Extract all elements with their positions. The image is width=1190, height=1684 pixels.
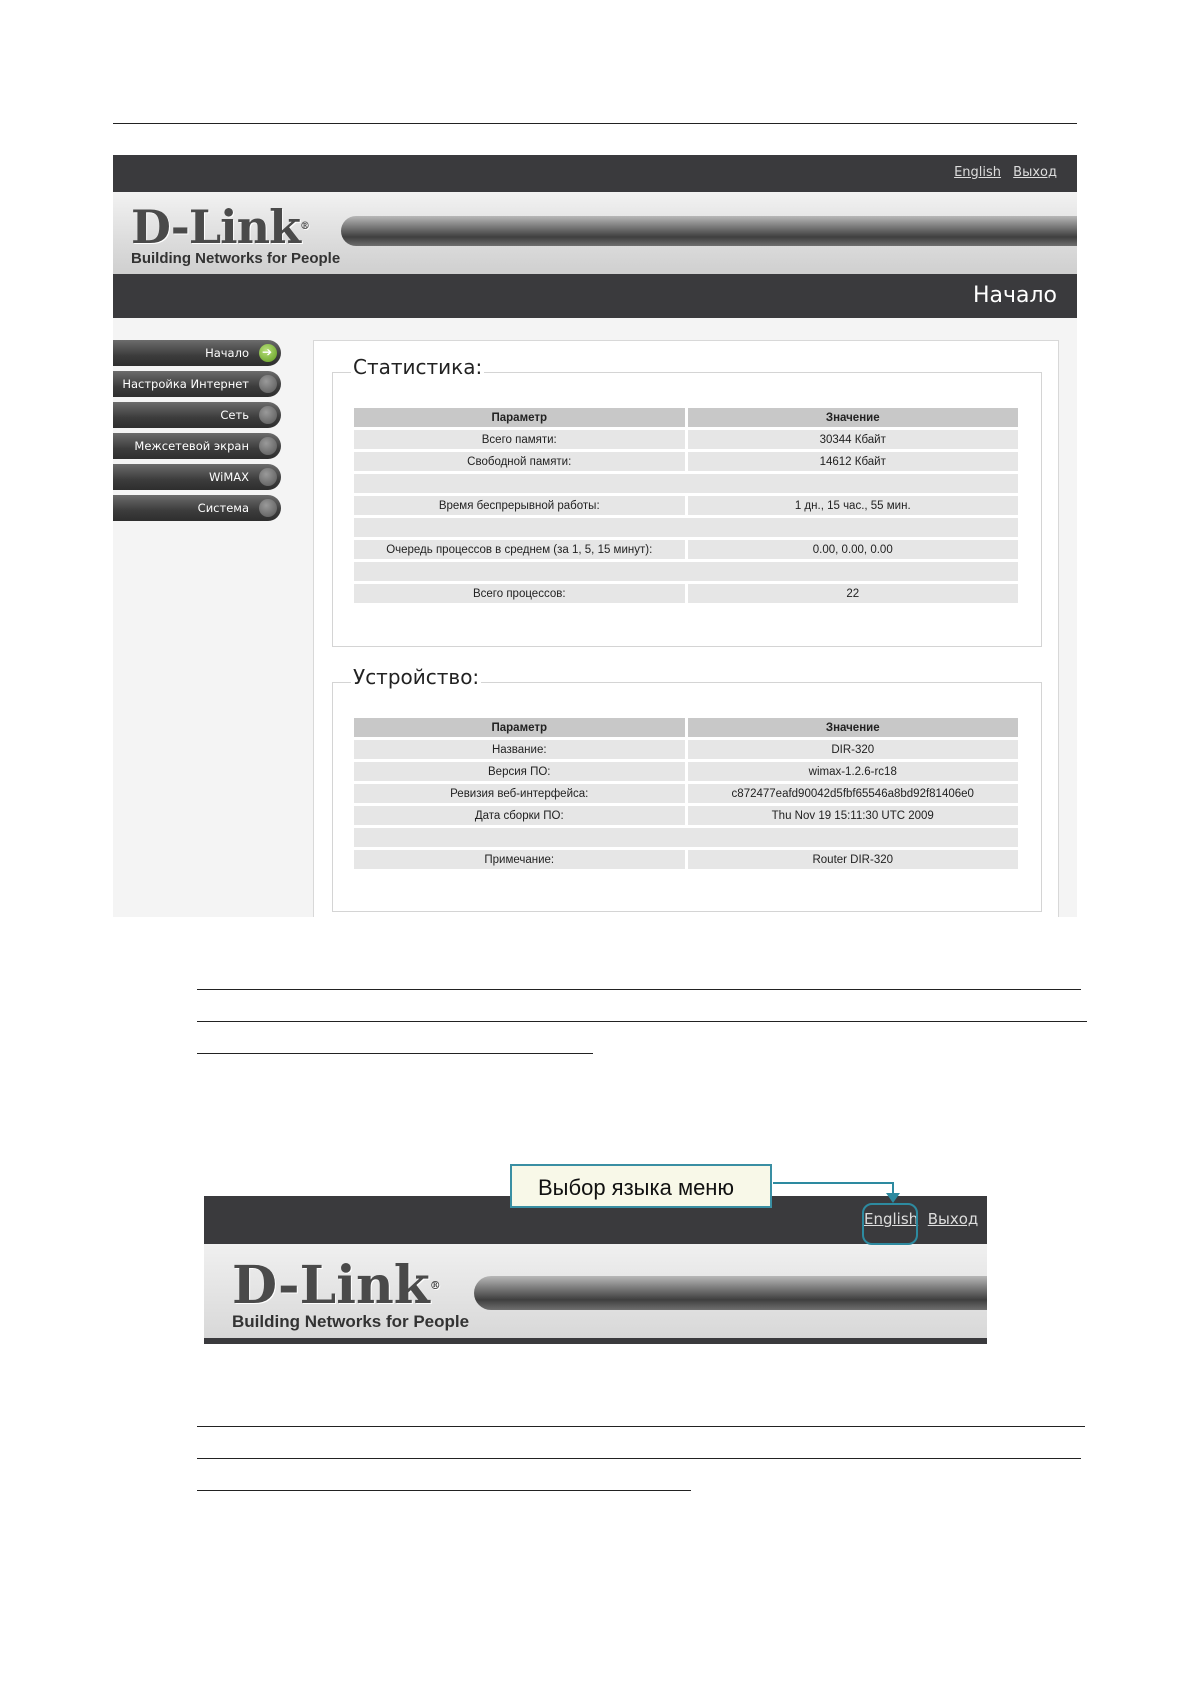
logo-word: D-Link — [131, 200, 300, 254]
value-cell: wimax-1.2.6-rc18 — [688, 762, 1019, 781]
value-cell: 14612 Кбайт — [688, 452, 1019, 471]
sidebar-menu — [113, 340, 281, 526]
param-cell: Дата сборки ПО: — [354, 806, 685, 825]
sidebar-item-label: Настройка Интернет — [122, 377, 249, 391]
table-row — [354, 562, 1018, 581]
stats-legend: Статистика: — [353, 355, 483, 379]
logo-tagline: Building Networks for People — [131, 250, 341, 267]
table-row — [354, 518, 1018, 537]
logo-reg: ® — [299, 221, 309, 232]
value-cell: 1 дн., 15 час., 55 мин. — [688, 496, 1019, 515]
header-param: Параметр — [354, 408, 685, 427]
table-row — [354, 452, 1018, 471]
param-cell: Очередь процессов в среднем (за 1, 5, 15 минут): — [354, 540, 685, 559]
logo-word: D-Link — [232, 1255, 430, 1316]
blank-line-5 — [197, 1458, 1081, 1459]
table-header — [354, 408, 1018, 427]
language-highlight — [862, 1203, 918, 1245]
logout-link[interactable]: Выход — [1013, 165, 1057, 180]
stats-group — [332, 355, 1042, 647]
stats-table — [351, 405, 1021, 606]
table-row — [354, 474, 1018, 493]
blank-line-2 — [197, 1021, 1087, 1022]
router-screenshot — [113, 155, 1077, 917]
param-cell: Ревизия веб-интерфейса: — [354, 784, 685, 803]
value-cell: 22 — [688, 584, 1019, 603]
value-cell: 0.00, 0.00, 0.00 — [688, 540, 1019, 559]
table-row — [354, 762, 1018, 781]
spacer-row — [354, 828, 1018, 847]
value-cell: Router DIR-320 — [688, 850, 1019, 869]
param-cell: Версия ПО: — [354, 762, 685, 781]
param-cell: Время беспрерывной работы: — [354, 496, 685, 515]
logo-band — [113, 192, 1077, 274]
sidebar-item-label: Начало — [205, 346, 249, 360]
bullet-icon — [259, 406, 277, 424]
table-row — [354, 496, 1018, 515]
table-row — [354, 430, 1018, 449]
table-row — [354, 784, 1018, 803]
table-header — [354, 718, 1018, 737]
dlink-logo — [131, 200, 341, 267]
blank-line-4 — [197, 1426, 1085, 1427]
top-bar — [113, 155, 1077, 192]
sidebar-item-wimax[interactable] — [113, 464, 281, 490]
spacer-row — [354, 562, 1018, 581]
value-cell: c872477eafd90042d5fbf65546a8bd92f81406e0 — [688, 784, 1019, 803]
english-link[interactable]: English — [864, 1210, 919, 1228]
dlink-logo — [232, 1255, 470, 1332]
title-bar — [113, 274, 1077, 318]
header-pill — [341, 216, 1077, 246]
sidebar-item-internet[interactable] — [113, 371, 281, 397]
table-row — [354, 806, 1018, 825]
top-rule — [113, 123, 1077, 124]
bullet-icon — [259, 499, 277, 517]
bullet-icon — [259, 468, 277, 486]
sidebar-item-label: Система — [197, 501, 249, 515]
blank-line-1 — [197, 989, 1081, 990]
param-cell: Всего памяти: — [354, 430, 685, 449]
logout-link[interactable]: Выход — [927, 1210, 979, 1228]
sidebar-item-label: Сеть — [220, 408, 249, 422]
blank-line-3 — [197, 1053, 593, 1054]
table-row — [354, 740, 1018, 759]
callout-arrow-head-icon — [886, 1193, 900, 1203]
param-cell: Свободной памяти: — [354, 452, 685, 471]
callout-arrow-line — [773, 1182, 893, 1184]
param-cell: Всего процессов: — [354, 584, 685, 603]
device-legend: Устройство: — [353, 665, 480, 689]
spacer-row — [354, 474, 1018, 493]
bullet-icon — [259, 437, 277, 455]
sidebar-item-system[interactable] — [113, 495, 281, 521]
table-row — [354, 540, 1018, 559]
bottom-bar — [204, 1338, 987, 1344]
device-group — [332, 665, 1042, 912]
table-row — [354, 828, 1018, 847]
table-row — [354, 850, 1018, 869]
param-cell: Название: — [354, 740, 685, 759]
value-cell: 30344 Кбайт — [688, 430, 1019, 449]
english-link[interactable]: English — [954, 165, 1002, 180]
logo-reg: ® — [429, 1279, 441, 1292]
sidebar-item-home[interactable] — [113, 340, 281, 366]
header-value: Значение — [688, 408, 1019, 427]
bullet-icon — [259, 375, 277, 393]
header-pill — [474, 1276, 987, 1310]
main-content — [313, 340, 1059, 917]
value-cell: Thu Nov 19 15:11:30 UTC 2009 — [688, 806, 1019, 825]
param-cell: Примечание: — [354, 850, 685, 869]
top-links — [946, 165, 1057, 180]
sidebar-item-network[interactable] — [113, 402, 281, 428]
sidebar-item-firewall[interactable] — [113, 433, 281, 459]
blank-line-6 — [197, 1490, 691, 1491]
header-value: Значение — [688, 718, 1019, 737]
spacer-row — [354, 518, 1018, 537]
table-row — [354, 584, 1018, 603]
sidebar-item-label: WiMAX — [209, 470, 249, 484]
logo-tagline: Building Networks for People — [232, 1312, 470, 1331]
page-title: Начало — [972, 283, 1057, 308]
sidebar-item-label: Межсетевой экран — [134, 439, 249, 453]
device-table — [351, 715, 1021, 872]
arrow-icon — [259, 344, 277, 362]
language-callout: Выбор языка меню — [510, 1164, 772, 1208]
header-param: Параметр — [354, 718, 685, 737]
value-cell: DIR-320 — [688, 740, 1019, 759]
